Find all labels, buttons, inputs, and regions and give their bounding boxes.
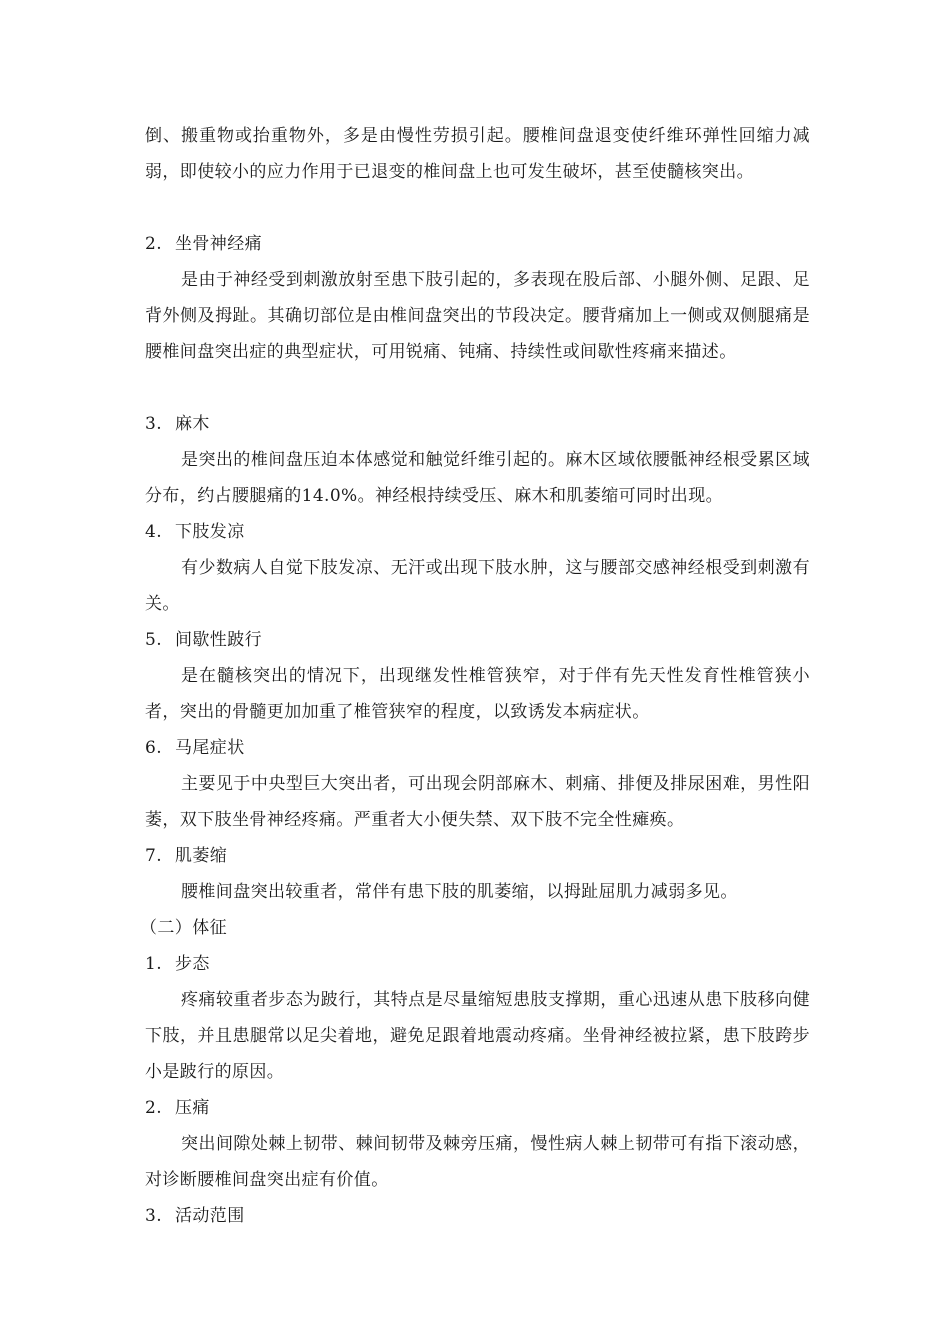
heading-text: 压痛	[175, 1098, 210, 1118]
section-heading	[145, 1090, 810, 1126]
section-heading	[145, 622, 810, 658]
paragraph: 有少数病人自觉下肢发凉、无汗或出现下肢水肿，这与腰部交感神经根受到刺激有关。	[145, 558, 810, 614]
heading-text: 坐骨神经痛	[175, 234, 262, 254]
section-heading	[145, 406, 810, 442]
heading-number: 6.	[145, 738, 163, 758]
section-heading	[145, 226, 810, 262]
section-heading	[145, 514, 810, 550]
paragraph: 腰椎间盘突出较重者，常伴有患下肢的肌萎缩，以拇趾屈肌力减弱多见。	[181, 882, 738, 902]
heading-text: 步态	[175, 954, 210, 974]
heading-number: 5.	[145, 630, 163, 650]
section-heading	[145, 838, 810, 874]
heading-text: 活动范围	[175, 1206, 245, 1226]
heading-text: 麻木	[175, 414, 210, 434]
heading-number: 4.	[145, 522, 163, 542]
paragraph: 疼痛较重者步态为跛行，其特点是尽量缩短患肢支撑期，重心迅速从患下肢移向健下肢，并且患腿常以足尖着地，避免足跟着地震动疼痛。坐骨神经被拉紧，患下肢跨步小是跛行的原因。	[145, 990, 810, 1082]
paragraph: 是在髓核突出的情况下，出现继发性椎管狭窄，对于伴有先天性发育性椎管狭小者，突出的骨髓更加加重了椎管狭窄的程度，以致诱发本病症状。	[145, 666, 810, 722]
section-heading	[145, 946, 810, 982]
heading-text: 下肢发凉	[175, 522, 245, 542]
heading-text: 马尾症状	[175, 738, 245, 758]
paragraph: 是突出的椎间盘压迫本体感觉和触觉纤维引起的。麻木区域依腰骶神经根受累区域分布，约占腰腿痛的14.0%。神经根持续受压、麻木和肌萎缩可同时出现。	[145, 450, 810, 506]
paragraph: 突出间隙处棘上韧带、棘间韧带及棘旁压痛，慢性病人棘上韧带可有指下滚动感，对诊断腰椎间盘突出症有价值。	[145, 1134, 810, 1190]
section-heading	[145, 1198, 810, 1234]
heading-number: 1.	[145, 954, 163, 974]
paragraph: 是由于神经受到刺激放射至患下肢引起的，多表现在股后部、小腿外侧、足跟、足背外侧及拇趾。其确切部位是由椎间盘突出的节段决定。腰背痛加上一侧或双侧腿痛是腰椎间盘突出症的典型症状，可用锐痛、钝痛、持续性或间歇性疼痛来描述。	[145, 270, 810, 362]
heading-number: 3.	[145, 1206, 163, 1226]
heading-text: 肌萎缩	[175, 846, 228, 866]
heading-number: 7.	[145, 846, 163, 866]
subsection-heading	[140, 910, 805, 946]
paragraph: 主要见于中央型巨大突出者，可出现会阴部麻木、刺痛、排便及排尿困难，男性阳萎，双下肢坐骨神经疼痛。严重者大小便失禁、双下肢不完全性瘫痪。	[145, 774, 810, 830]
heading-number: 2.	[145, 234, 163, 254]
heading-number: 3.	[145, 414, 163, 434]
heading-text: （二）体征	[140, 918, 227, 938]
heading-text: 间歇性跛行	[175, 630, 262, 650]
paragraph: 倒、搬重物或抬重物外，多是由慢性劳损引起。腰椎间盘退变使纤维环弹性回缩力减弱，即使较小的应力作用于已退变的椎间盘上也可发生破坏，甚至使髓核突出。	[145, 126, 810, 182]
section-heading	[145, 730, 810, 766]
heading-number: 2.	[145, 1098, 163, 1118]
